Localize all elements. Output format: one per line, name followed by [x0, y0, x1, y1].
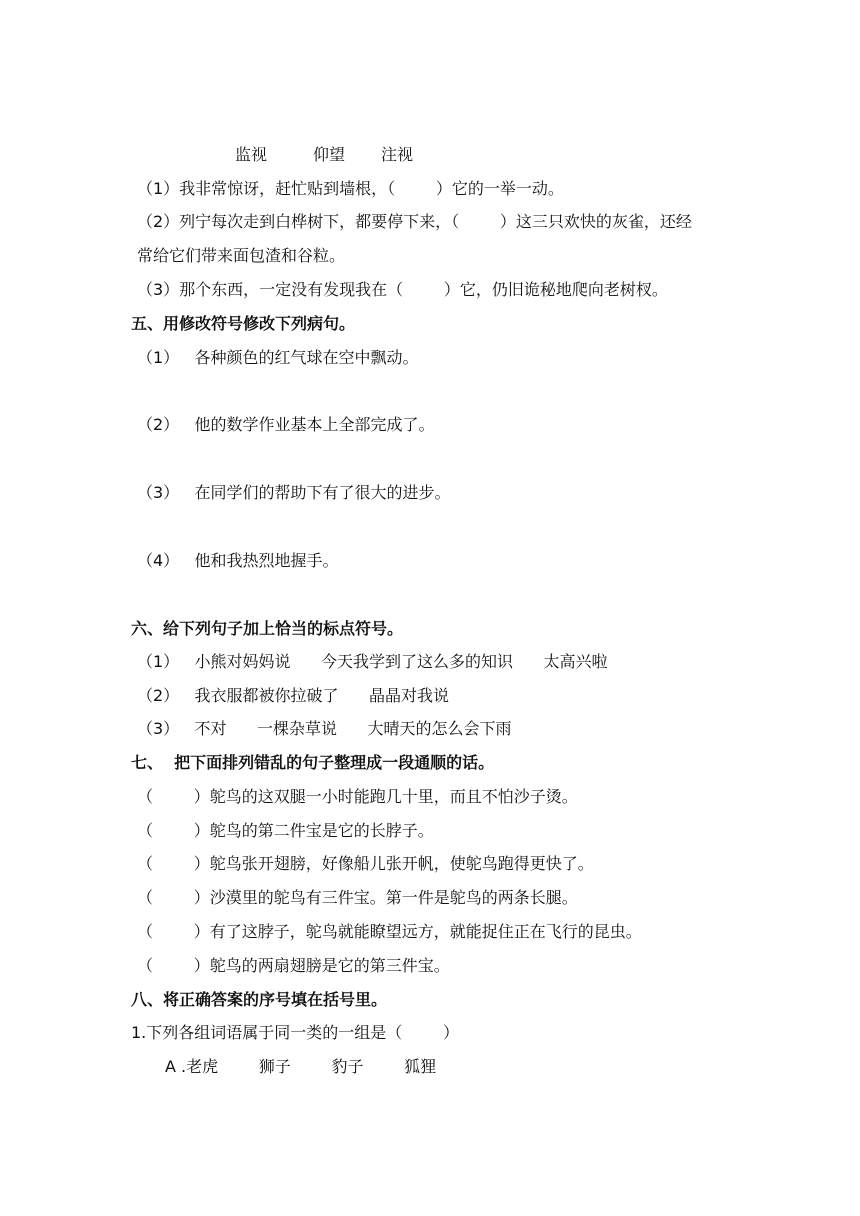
- fill-sentence: （2）列宁每次走到白桦树下，都要停下来，（ ）这三只欢快的灰雀，还经: [137, 212, 692, 231]
- list-item: （ ）有了这脖子，鸵鸟就能瞭望远方，就能捉住正在飞行的昆虫。: [137, 922, 642, 941]
- list-item: （3） 在同学们的帮助下有了很大的进步。: [137, 483, 451, 502]
- fill-sentence: （1）我非常惊讶，赶忙贴到墙根，（ ）它的一举一动。: [137, 179, 564, 198]
- list-item: （ ）鸵鸟的两扇翅膀是它的第三件宝。: [137, 956, 450, 975]
- list-item: （ ）鸵鸟张开翅膀，好像船儿张开帆，使鸵鸟跑得更快了。: [137, 854, 594, 873]
- word-bank-item: 注视: [381, 145, 414, 164]
- section-heading: 五、用修改符号修改下列病句。: [131, 314, 356, 333]
- list-item: （2） 他的数学作业基本上全部完成了。: [137, 415, 435, 434]
- list-item: （1） 各种颜色的红气球在空中飘动。: [137, 348, 419, 367]
- answer-option: A .老虎 狮子 豹子 狐狸: [165, 1057, 437, 1076]
- list-item: （2） 我衣服都被你拉破了 晶晶对我说: [137, 686, 449, 705]
- word-bank-item: 仰望: [313, 145, 346, 164]
- section-heading: 六、给下列句子加上恰当的标点符号。: [131, 619, 404, 638]
- list-item: （ ）鸵鸟的这双腿一小时能跑几十里，而且不怕沙子烫。: [137, 787, 578, 806]
- list-item: （4） 他和我热烈地握手。: [137, 551, 339, 570]
- list-item: （ ）沙漠里的鸵鸟有三件宝。第一件是鸵鸟的两条长腿。: [137, 888, 578, 907]
- list-item: （3） 不对 一棵杂草说 大晴天的怎么会下雨: [137, 719, 512, 738]
- list-item: （ ）鸵鸟的第二件宝是它的长脖子。: [137, 821, 434, 840]
- fill-sentence: 常给它们带来面包渣和谷粒。: [137, 246, 346, 265]
- section-heading: 七、 把下面排列错乱的句子整理成一段通顺的话。: [131, 753, 495, 772]
- question: 1.下列各组词语属于同一类的一组是（ ）: [131, 1023, 459, 1042]
- fill-sentence: （3）那个东西，一定没有发现我在（ ）它，仍旧诡秘地爬向老树杈。: [137, 280, 668, 299]
- section-heading: 八、将正确答案的序号填在括号里。: [131, 990, 388, 1009]
- word-bank-item: 监视: [235, 145, 268, 164]
- list-item: （1） 小熊对妈妈说 今天我学到了这么多的知识 太高兴啦: [137, 652, 608, 671]
